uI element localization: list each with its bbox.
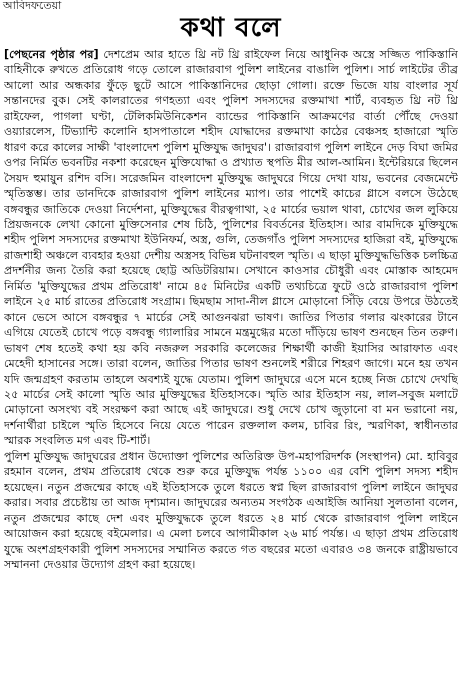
article-paragraph [4,449,458,573]
headline: কথা বলে [180,13,282,43]
continued-from-marker: [পেছনের পৃষ্ঠার পর] [4,48,99,61]
article-body [4,47,458,691]
previous-article-fragment: আবিদফতেয়া [3,0,62,12]
paragraph-text: দেশপ্রেম আর হাতে থ্রি নট থ্রি রাইফেল নিয়ে আধুনিক অস্ত্রে সজ্জিত পাকিস্তানি বাহিনীকে রুখতে প্রতিরোধ গড়ে তোলে রাজারবাগ পুলিশ লাইনের বাঙালি পুলিশ। সার্চ লাইটের তীব্র আলো আর অন্ধকার ফুঁড়ে ছুটে আসে পাকিস্তানিদের ছোড়া গোলা। রক্তে ভিজে যায় বাংলার সূর্য সন্তানদের বুক। সেই কালরাতের গণহত্যা এবং পুলিশ সদস্যদের রক্তমাখা শার্ট, ব্যবহৃত থ্রি নট থ্রি রাইফেল, পাগলা ঘণ্টা, টেলিকমিউনিকেশন ব্যান্ডের পাকিস্তানি আক্রমণের বার্তা পৌঁছে দেওয়া ওয়্যারলেস, টিভ্যান্টি কলোনি হাসপাতালে শহীদ যোদ্ধাদের রক্তমাখা কাঠের বেঞ্চসহ হাজারো স্মৃতি ধারণ করে কালের সাক্ষী 'বাংলাদেশ পুলিশ মুক্তিযুদ্ধ জাদুঘর'। রাজারবাগ পুলিশ লাইনে দেড় বিঘা জমির ওপর নির্মিত ভবনটির নকশা করেছেন মুক্তিযোদ্ধা ও প্রখ্যাত স্থপতি মীর আল-আমিন। ইন্টেরিয়রে ছিলেন সৈয়দ হুমায়ুন রশিদ বসি। সরেজমিন বাংলাদেশ মুক্তিযুদ্ধ জাদুঘরে গিয়ে দেখা যায়, ভবনের বেজমেন্টে স্মৃতিস্তম্ভ। তার ডানদিকে রাজারবাগ পুলিশ লাইনের ম্যাপ। তার পাশেই কাচের গ্লাসে বলসে উঠেছে বঙ্গবন্ধুর জাতিকে দেওয়া নির্দেশনা, মুক্তিযুদ্ধের বীরত্বগাথা, ২৫ মার্চের ভয়াল থাবা, চোখের জল লুকিয়ে প্রিয়জনকে লেখা কোনো মুক্তিসেনার শেষ চিঠি, পুলিশের বিবর্তনের ইতিহাস। আর বামদিকে মুক্তিযুদ্ধে শহীদ পুলিশ সদস্যদের রক্তমাখা ইউনিফর্ম, অস্ত্র, গুলি, তেজগাঁও পুলিশ সদস্যদের হাজিরা বই, মুক্তিযুদ্ধে রাজশাহী অঞ্চলে ব্যবহার হওয়া দেশীয় অস্ত্রসহ বিভিন্ন ঘটনাবহুল স্মৃতি। এ ছাড়া মুক্তিযুদ্ধভিত্তিক চলচ্চিত্র প্রদর্শনীর জন্য তৈরি করা হয়েছে ছোট্ট অডিটরিয়াম। সেখানে কাওসার চৌধুরী এবং মোস্তাক আহমেদ নির্মিত 'মুক্তিযুদ্ধের প্রথম প্রতিরোধ' নামে ৪৫ মিনিটের একটি তথ্যচিত্রে ফুটে ওঠে রাজারবাগ পুলিশ লাইনে ২৫ মার্চ রাতের প্রতিরোধ সংগ্রাম। ছিমছাম সাদা-নীল গ্লাসে মোড়ানো সিঁড়ি বেয়ে উপরে উঠতেই কানে ভেসে আসে বঙ্গবন্ধুর ৭ মার্চের সেই আগুনঝরা ভাষণ। জাতির পিতার গলার ঝংকারের টানে এগিয়ে যেতেই চোখে পড়ে বঙ্গবন্ধু গ্যালারির সামনে মন্ত্রমুগ্ধের মতো দাঁড়িয়ে ভাষণ শুনছেন তিন তরুণ। ভাষণ শেষ হতেই কথা হয় কবি নজরুল সরকারি কলেজের শিক্ষার্থী কাজী ইয়াসির আরাফাত এবং মেহেদী হাসানের সঙ্গে। তারা বলেন, জাতির পিতার ভাষণ শুনলেই শরীরে শিহরণ জাগে। মনে হয় তখন যদি জন্মগ্রহণ করতাম তাহলে অবশ্যই যুদ্ধে যেতাম। পুলিশ জাদুঘরে এসে মনে হচ্ছে নিজ চোখে দেখছি ২৫ মার্চের সেই কালো স্মৃতি আর মুক্তিযুদ্ধের ইতিহাসকে। স্মৃতি আর ইতিহাস নয়, লাল-সবুজ মলাটে মোড়ানো অসংখ্য বই সংরক্ষণ করা আছে এই জাদুঘরে। শুধু দেখে চোখ জুড়ানো বা মন ভরানো নয়, দর্শনার্থীরা চাইলে স্মৃতি হিসেবে নিয়ে যেতে পারেন রক্তলাল কলম, চাবির রিং, স্মরণিকা, স্বাধীনতার স্মারক সংবলিত মগ এবং টি-শার্ট। [4,48,458,448]
article-paragraph [4,47,458,449]
paragraph-text: পুলিশ মুক্তিযুদ্ধ জাদুঘরের প্রধান উদ্যোক্তা পুলিশের অতিরিক্ত উপ-মহাপরিদর্শক (সংস্থাপন) মো. হাবিবুর রহমান বলেন, প্রথম প্রতিরোধ থেকে শুরু করে মুক্তিযুদ্ধ পর্যন্ত ১১০০ এর বেশি পুলিশ সদস্য শহীদ হয়েছেন। নতুন প্রজন্মের কাছে এই ইতিহাসকে তুলে ধরতে স্বপ্ন ছিল রাজারবাগ পুলিশ লাইনে জাদুঘর করার। সবার প্রচেষ্টায় তা আজ দৃশ্যমান। জাদুঘরের অন্যতম সংগঠক এআইজি আনিয়া সুলতানা বলেন, নতুন প্রজন্মের কাছে দেশ এবং মুক্তিযুদ্ধকে তুলে ধরতে ২৪ মার্চ থেকে রাজারবাগ পুলিশ লাইনে আয়োজন করা হয়েছে বইমেলার। এ মেলা চলবে আগামীকাল ২৬ মার্চ পর্যন্ত। এ ছাড়া প্রথম প্রতিরোধ যুদ্ধে অংশগ্রহণকারী পুলিশ সদস্যদের সম্মানিত করতে গত বছরের মতো এবারও ৩৪ জনকে রাষ্ট্রীয়ভাবে সম্মাননা দেওয়ার উদ্যোগ গ্রহণ করা হয়েছে। [4,449,458,571]
